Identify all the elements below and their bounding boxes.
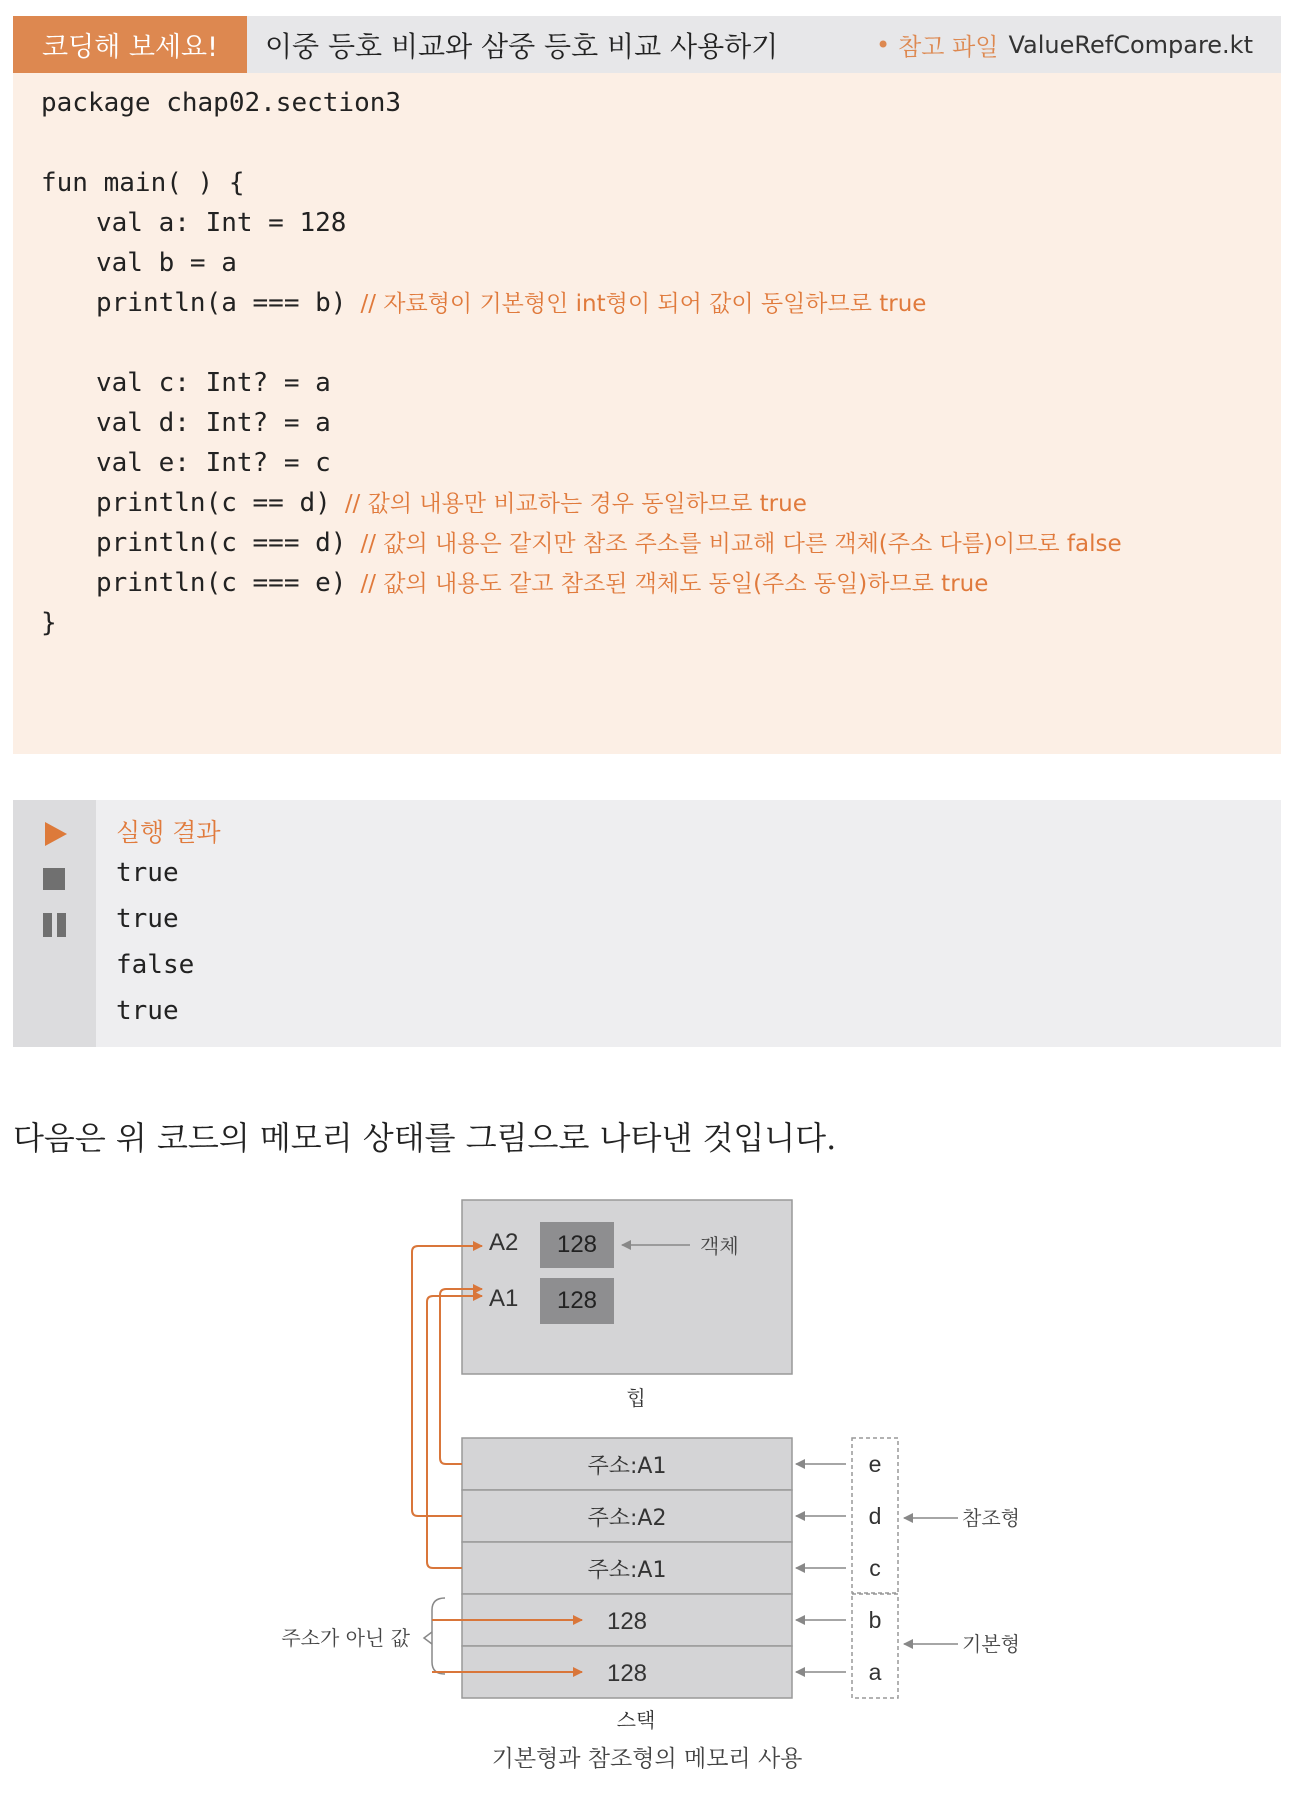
code-line: } (41, 608, 57, 638)
output-line: true (116, 904, 179, 934)
var-label: c (869, 1555, 881, 1581)
primitive-type-label: 기본형 (962, 1632, 1020, 1656)
bullet-icon: • (875, 30, 891, 59)
heap-address-label: A2 (489, 1229, 519, 1256)
reference-file (876, 16, 1253, 73)
value-brace-tip (424, 1632, 432, 1644)
non-address-value-label: 주소가 아닌 값 (281, 1626, 410, 1650)
code-line: val e: Int? = c (96, 448, 331, 478)
stack-cell-text: 128 (606, 1660, 648, 1687)
code-comment: // 값의 내용도 같고 참조된 객체도 동일(주소 동일)하므로 true (360, 571, 989, 597)
code-line: val b = a (96, 248, 237, 278)
output-gutter (13, 800, 96, 1047)
var-label: e (868, 1451, 882, 1477)
code-line: val c: Int? = a (96, 368, 331, 398)
output-line: false (116, 950, 195, 980)
stack-label: 스택 (616, 1708, 656, 1732)
try-coding-badge: 코딩해 보세요! (13, 16, 247, 73)
stack (462, 1438, 792, 1698)
pause-icon (43, 913, 67, 937)
heap-label: 힙 (626, 1386, 646, 1410)
diagram-caption: 기본형과 참조형의 메모리 사용 (491, 1746, 803, 1772)
heap-address-label: A1 (489, 1285, 519, 1312)
var-label: d (868, 1503, 882, 1529)
heap-value: 128 (556, 1231, 598, 1258)
reference-file-name: ValueRefCompare.kt (1008, 30, 1253, 59)
code-comment: // 값의 내용만 비교하는 경우 동일하므로 true (344, 491, 807, 517)
example-header (13, 16, 1281, 73)
stack-cell-text: 주소:A2 (587, 1506, 667, 1531)
object-label: 객체 (700, 1234, 739, 1258)
code-line: println(c == d) // 값의 내용만 비교하는 경우 동일하므로 true (96, 488, 807, 518)
code-line: package chap02.section3 (41, 88, 402, 118)
code-comment: // 값의 내용은 같지만 참조 주소를 비교해 다른 객체(주소 다름)이므로 false (360, 531, 1122, 557)
memory-diagram-svg (0, 1180, 1294, 1740)
reference-file-label: 참고 파일 (898, 33, 999, 61)
output-title: 실행 결과 (116, 818, 221, 847)
example-title: 이중 등호 비교와 삼중 등호 비교 사용하기 (265, 29, 779, 63)
code-line: fun main( ) { (41, 168, 245, 198)
value-brace (432, 1598, 445, 1674)
code-line: println(c === d) // 값의 내용은 같지만 참조 주소를 비교해 다른 객체(주소 다름)이므로 false (96, 528, 1122, 558)
output-line: true (116, 996, 179, 1026)
var-label: b (868, 1607, 882, 1633)
code-line: println(a === b) // 자료형이 기본형인 int형이 되어 값이 동일하므로 true (96, 288, 927, 318)
play-icon (45, 822, 67, 846)
execution-output (13, 800, 1281, 1047)
stack-cell-text: 주소:A1 (587, 1454, 667, 1479)
code-line: val a: Int = 128 (96, 208, 347, 238)
description-paragraph: 다음은 위 코드의 메모리 상태를 그림으로 나타낸 것입니다. (13, 1119, 837, 1157)
heap-value: 128 (556, 1287, 598, 1314)
stack-cell-text: 128 (606, 1608, 648, 1635)
code-block (13, 73, 1281, 754)
code-line: val d: Int? = a (96, 408, 331, 438)
reference-type-label: 참조형 (962, 1506, 1020, 1530)
stop-icon (43, 868, 65, 890)
memory-diagram (0, 1180, 1294, 1796)
code-line: println(c === e) // 값의 내용도 같고 참조된 객체도 동일(주소 동일)하므로 true (96, 568, 989, 598)
code-comment: // 자료형이 기본형인 int형이 되어 값이 동일하므로 true (360, 291, 927, 317)
output-line: true (116, 858, 179, 888)
var-label: a (868, 1659, 882, 1685)
stack-cell-text: 주소:A1 (587, 1558, 667, 1583)
